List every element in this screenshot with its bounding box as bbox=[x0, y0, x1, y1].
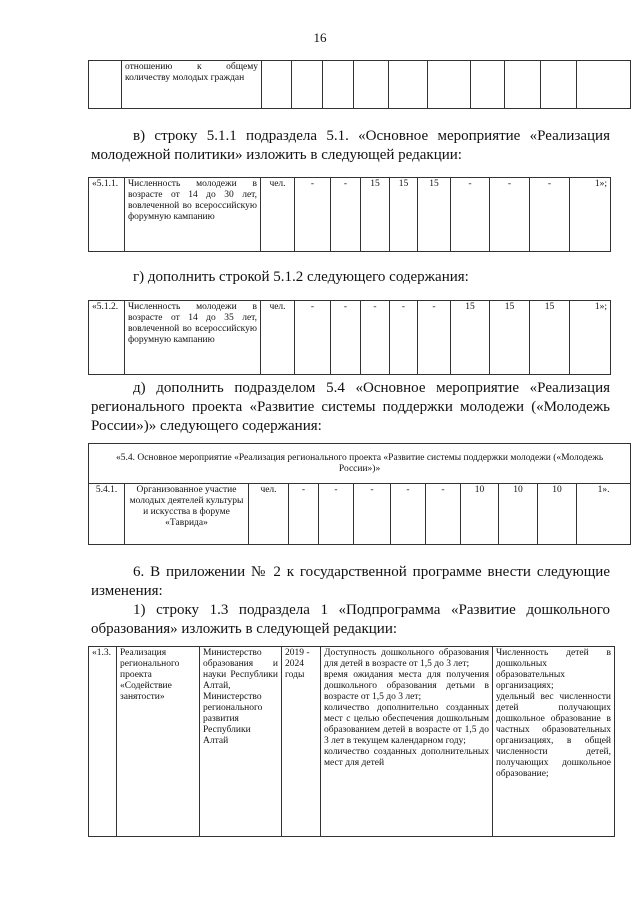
value-cell: - bbox=[319, 484, 354, 545]
value-cell: 10 bbox=[499, 484, 538, 545]
value-cell: 15 bbox=[418, 178, 451, 252]
indicator-name: Численность молодежи в возрасте от 14 до 30 лет, вовлеченной во всероссийскую форумную кампанию bbox=[125, 178, 261, 252]
value-cell: - bbox=[295, 178, 331, 252]
value-cell: - bbox=[295, 301, 331, 375]
value-cell: 15 bbox=[361, 178, 390, 252]
value-cell: - bbox=[289, 484, 319, 545]
expected-result: Доступность дошкольного образования для детей в возрасте от 1,5 до 3 лет; время ожидания места для получения дошкольного образования детьми в возрасте от 1,5 до 3 лет; количество дополнительно созданных мест с целью обеспечения дошкольным образованием детей в возрасте от 1,5 до 3 лет в текущем календарном году; количество созданных дополнительных мест для детей bbox=[321, 647, 493, 837]
unit: чел. bbox=[261, 178, 295, 252]
value-cell: 1»; bbox=[570, 301, 611, 375]
page-number: 16 bbox=[313, 30, 327, 45]
value-cell: 15 bbox=[390, 178, 418, 252]
value-cell: - bbox=[490, 178, 530, 252]
row-number: 5.4.1. bbox=[89, 484, 125, 545]
value-cell: 10 bbox=[461, 484, 499, 545]
value-cell: - bbox=[361, 301, 390, 375]
subsection-header: «5.4. Основное мероприятие «Реализация регионального проекта «Развитие системы поддержки молодежи («Молодежь России»)» bbox=[89, 444, 631, 484]
value-cell: - bbox=[426, 484, 461, 545]
paragraph-v: в) строку 5.1.1 подраздела 5.1. «Основное мероприятие «Реализация молодежной политики» изложить в следующей редакции: bbox=[91, 128, 610, 163]
continuation-cell-text: отношению к общему количеству молодых граждан bbox=[122, 61, 262, 109]
value-cell: 15 bbox=[530, 301, 570, 375]
activity-name: Реализация регионального проекта «Содействие занятости» bbox=[117, 647, 200, 837]
row-number: «5.1.1. bbox=[89, 178, 125, 252]
value-cell: 1». bbox=[577, 484, 631, 545]
executor: Министерство образования и науки Республики Алтай, Министерство регионального развития Республики Алтай bbox=[200, 647, 282, 837]
value-cell: 1»; bbox=[570, 178, 611, 252]
table-subsection-5-4 bbox=[88, 443, 631, 545]
target-indicators: Численность детей в дошкольных образовательных организациях; удельный вес численности детей получающих дошкольное образование в частных образовательных организациях, в общей численности детей, получающих дошкольное образование; bbox=[493, 647, 615, 837]
period: 2019 - 2024 годы bbox=[282, 647, 321, 837]
value-cell: 15 bbox=[451, 301, 490, 375]
value-cell: - bbox=[331, 301, 361, 375]
paragraph-g: г) дополнить строкой 5.1.2 следующего содержания: bbox=[133, 269, 469, 285]
row-number: «1.3. bbox=[89, 647, 117, 837]
value-cell: 10 bbox=[538, 484, 577, 545]
value-cell: - bbox=[354, 484, 391, 545]
unit: чел. bbox=[261, 301, 295, 375]
table-row-5-1-2 bbox=[88, 300, 611, 375]
indicator-name: Численность молодежи в возрасте от 14 до 35 лет, вовлеченной во всероссийскую форумную кампанию bbox=[125, 301, 261, 375]
value-cell: - bbox=[418, 301, 451, 375]
table-row-1-3 bbox=[88, 646, 615, 837]
paragraph-d: д) дополнить подразделом 5.4 «Основное мероприятие «Реализация регионального проекта «Развитие системы поддержки молодежи («Молодежь России»)» следующего содержания: bbox=[91, 380, 610, 434]
paragraph-6: 6. В приложении № 2 к государственной программе внести следующие изменения: bbox=[91, 564, 610, 599]
table-row-5-1-1 bbox=[88, 177, 611, 252]
indicator-name: Организованное участие молодых деятелей культуры и искусства в форуме «Таврида» bbox=[125, 484, 249, 545]
continuation-table bbox=[88, 60, 631, 109]
value-cell: - bbox=[331, 178, 361, 252]
value-cell: - bbox=[390, 301, 418, 375]
value-cell: - bbox=[530, 178, 570, 252]
row-number: «5.1.2. bbox=[89, 301, 125, 375]
value-cell: - bbox=[451, 178, 490, 252]
unit: чел. bbox=[249, 484, 289, 545]
value-cell: - bbox=[391, 484, 426, 545]
value-cell: 15 bbox=[490, 301, 530, 375]
paragraph-1: 1) строку 1.3 подраздела 1 «Подпрограмма «Развитие дошкольного образования» изложить в следующей редакции: bbox=[91, 602, 610, 637]
